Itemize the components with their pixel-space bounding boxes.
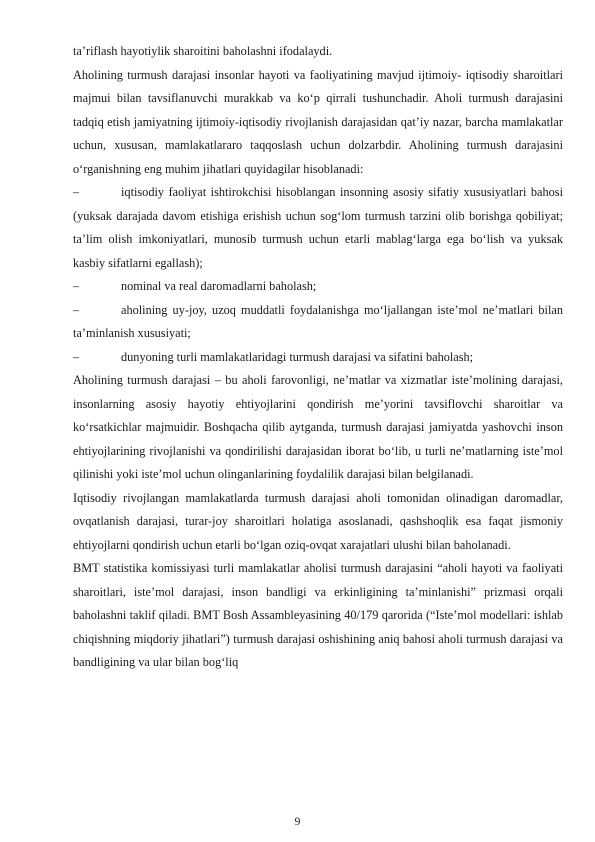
list-item bbox=[73, 275, 563, 299]
paragraph-intro-fragment: ta’riflash hayotiylik sharoitini baholashni ifodalaydi. bbox=[73, 44, 333, 58]
list-dash: – bbox=[73, 349, 80, 364]
page-body bbox=[73, 40, 563, 675]
list-dash: – bbox=[73, 279, 80, 293]
list-item bbox=[73, 346, 563, 370]
paragraph-developed-countries: Iqtisodiy rivojlangan mamlakatlarda turmush darajasi aholi tomonidan olinadigan daromadlar, ovqatlanish darajasi, turar-joy sharoitlari holatiga asoslanadi, qashshoqlik esa faqat jismoniy ehtiyojlarni qondirish uchun etarli bo‘lgan oziq-ovqat xarajatlari ulushi bilan baholanadi. bbox=[73, 490, 563, 552]
list-item bbox=[73, 299, 563, 346]
list-item-text: iqtisodiy faoliyat ishtirokchisi hisoblangan insonning asosiy sifatiy xususiyatlari bahosi (yuksak darajada davom etishiga erishish uchun sog‘lom turmush tarzini olib borishga qobiliyat; ta’lim olish imkoniyatlari, munosib turmush uchun etarli mablag‘larga ega bo‘lish va yuksak kasbiy sifatlarni egallash); bbox=[73, 185, 563, 270]
list-item-text: aholining uy-joy, uzoq muddatli foydalanishga mo‘ljallangan iste’mol ne’matlari bilan ta’minlanish xususiyati; bbox=[73, 302, 563, 340]
list-item-text: dunyoning turli mamlakatlaridagi turmush darajasi va sifatini baholash; bbox=[121, 349, 474, 364]
list-dash: – bbox=[73, 185, 80, 199]
list-item bbox=[73, 181, 563, 275]
paragraph-living-standard-definition: Aholining turmush darajasi insonlar hayoti va faoliyatining mavjud ijtimoiy- iqtisodiy sharoitlari majmui bilan tavsiflanuvchi murakkab va ko‘p qirrali tushunchadir. Aholi turmush darajasini tadqiq etish jamiyatning ijtimoiy-iqtisodiy rivojlanish darajasidan qat’iy nazar, barcha mamlakatlar uchun, xususan, mamlakatlararo taqqoslash uchun dolzarbdir. Aholining turmush darajasini o‘rganishning eng muhim jihatlari quyidagilar hisoblanadi: bbox=[73, 67, 563, 176]
list-item-text: nominal va real daromadlarni baholash; bbox=[121, 279, 317, 293]
page-number: 9 bbox=[294, 816, 301, 828]
paragraph-un-statistics: BMT statistika komissiyasi turli mamlakatlar aholisi turmush darajasini “aholi hayoti va faoliyati sharoitlari, iste’mol darajasi, inson bandligi va erkinligining ta’minlanishi” prizmasi orqali baholashni taklif qiladi. BMT Bosh Assambleyasining 40/179 qarorida (“Iste’mol modellari: ishlab chiqishning miqdoriy jihatlari”) turmush darajasi oshishining aniq bahosi aholi turmush darajasi va bandligining va ular bilan bog‘liq bbox=[73, 561, 563, 669]
paragraph-living-standard-essence: Aholining turmush darajasi – bu aholi farovonligi, ne’matlar va xizmatlar iste’molining darajasi, insonlarning asosiy hayotiy ehtiyojlarini qondirish me’yorini tavsiflovchi sharoitlar va ko‘rsatkichlar majmuidir. Boshqacha qilib aytganda, turmush darajasi jamiyatda yashovchi inson ehtiyojlarining rivojlanishi va qondirilishi darajasidan iborat bo‘lib, u turli ne’matlarning iste’mol qilinishi yoki iste’mol uchun olinganlarining foydalilik darajasi bilan belgilanadi. bbox=[73, 373, 563, 481]
list-dash: – bbox=[73, 302, 80, 317]
